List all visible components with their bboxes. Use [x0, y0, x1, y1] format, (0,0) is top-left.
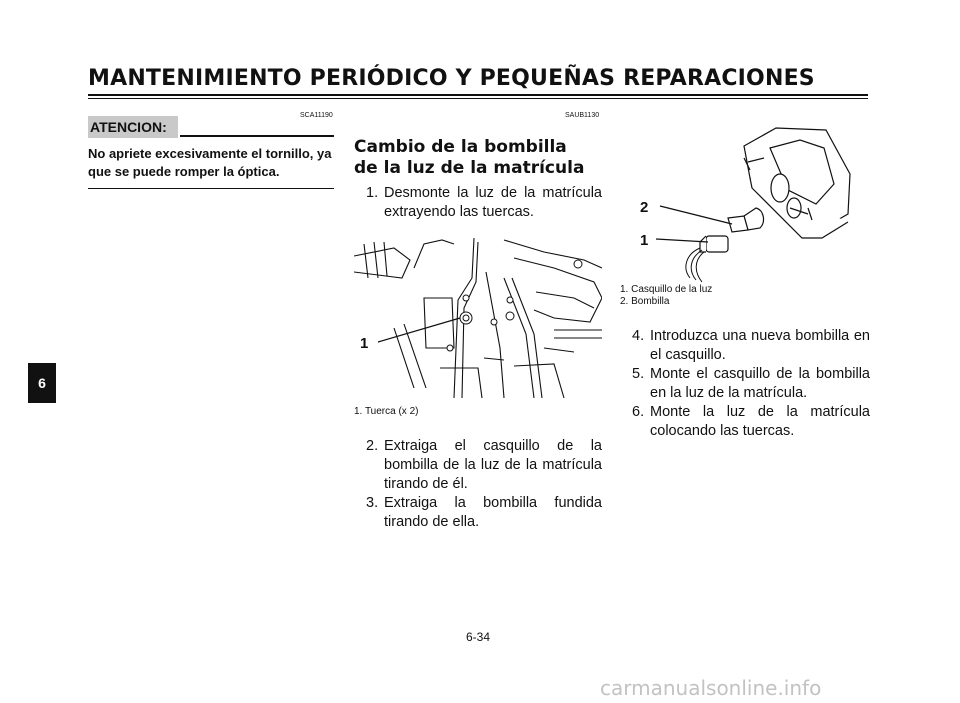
step-item [620, 327, 870, 365]
step-text: Introduzca una nueva bombilla en el casquillo. [650, 328, 870, 363]
header-rule [88, 94, 868, 96]
step-text: Desmonte la luz de la matrícula extrayendo las tuercas. [384, 185, 602, 220]
step-item [620, 403, 870, 441]
step-number: 1. [366, 185, 379, 201]
step-number: 4. [632, 328, 645, 344]
section-title-line2: de la luz de la matrícula [354, 158, 585, 178]
steps-list-c [620, 327, 870, 441]
figure2-callout-1: 1 [640, 232, 649, 249]
caution-text: No apriete excesivamente el tornillo, ya que se puede romper la óptica. [88, 146, 332, 179]
figure1-caption: 1. Tuerca (x 2) [354, 406, 419, 417]
caution-underline [180, 135, 334, 137]
steps-list-b [354, 437, 602, 532]
watermark: carmanualsonline.info [600, 676, 822, 700]
step-text: Extraiga el casquillo de la bombilla de la luz de la matrícula tirando de él. [384, 438, 602, 492]
step-number: 6. [632, 404, 645, 420]
section-code: SAUB1130 [565, 112, 600, 119]
figure2-callout-2: 2 [640, 199, 649, 216]
page-title: MANTENIMIENTO PERIÓDICO Y PEQUEÑAS REPARACIONES [88, 66, 815, 91]
chapter-tab: 6 [28, 363, 56, 403]
caution-bottom-rule [88, 188, 334, 189]
step-number: 3. [366, 495, 379, 511]
steps-list-a [354, 184, 602, 222]
figure2-caption-line: 2. Bombilla [620, 296, 670, 307]
header-rule-thin [88, 98, 868, 99]
step-text: Extraiga la bombilla fundida tirando de ella. [384, 495, 602, 530]
figure1-callout: 1 [360, 335, 369, 352]
step-text: Monte la luz de la matrícula colocando las tuercas. [650, 404, 870, 439]
step-item [354, 184, 602, 222]
step-item [354, 494, 602, 532]
license-light-nut-illustration [354, 238, 602, 400]
step-item [620, 365, 870, 403]
section-title-line1: Cambio de la bombilla [354, 137, 567, 157]
step-number: 2. [366, 438, 379, 454]
figure2-caption [620, 284, 712, 308]
section-title [354, 137, 614, 179]
step-text: Monte el casquillo de la bombilla en la luz de la matrícula. [650, 366, 870, 401]
step-item [354, 437, 602, 494]
caution-badge: ATENCION: [88, 116, 178, 138]
step-number: 5. [632, 366, 645, 382]
figure2-caption-line: 1. Casquillo de la luz [620, 284, 713, 295]
page-number: 6-34 [466, 630, 491, 644]
caution-code: SCA11190 [300, 112, 333, 119]
bulb-socket-illustration [620, 118, 868, 284]
